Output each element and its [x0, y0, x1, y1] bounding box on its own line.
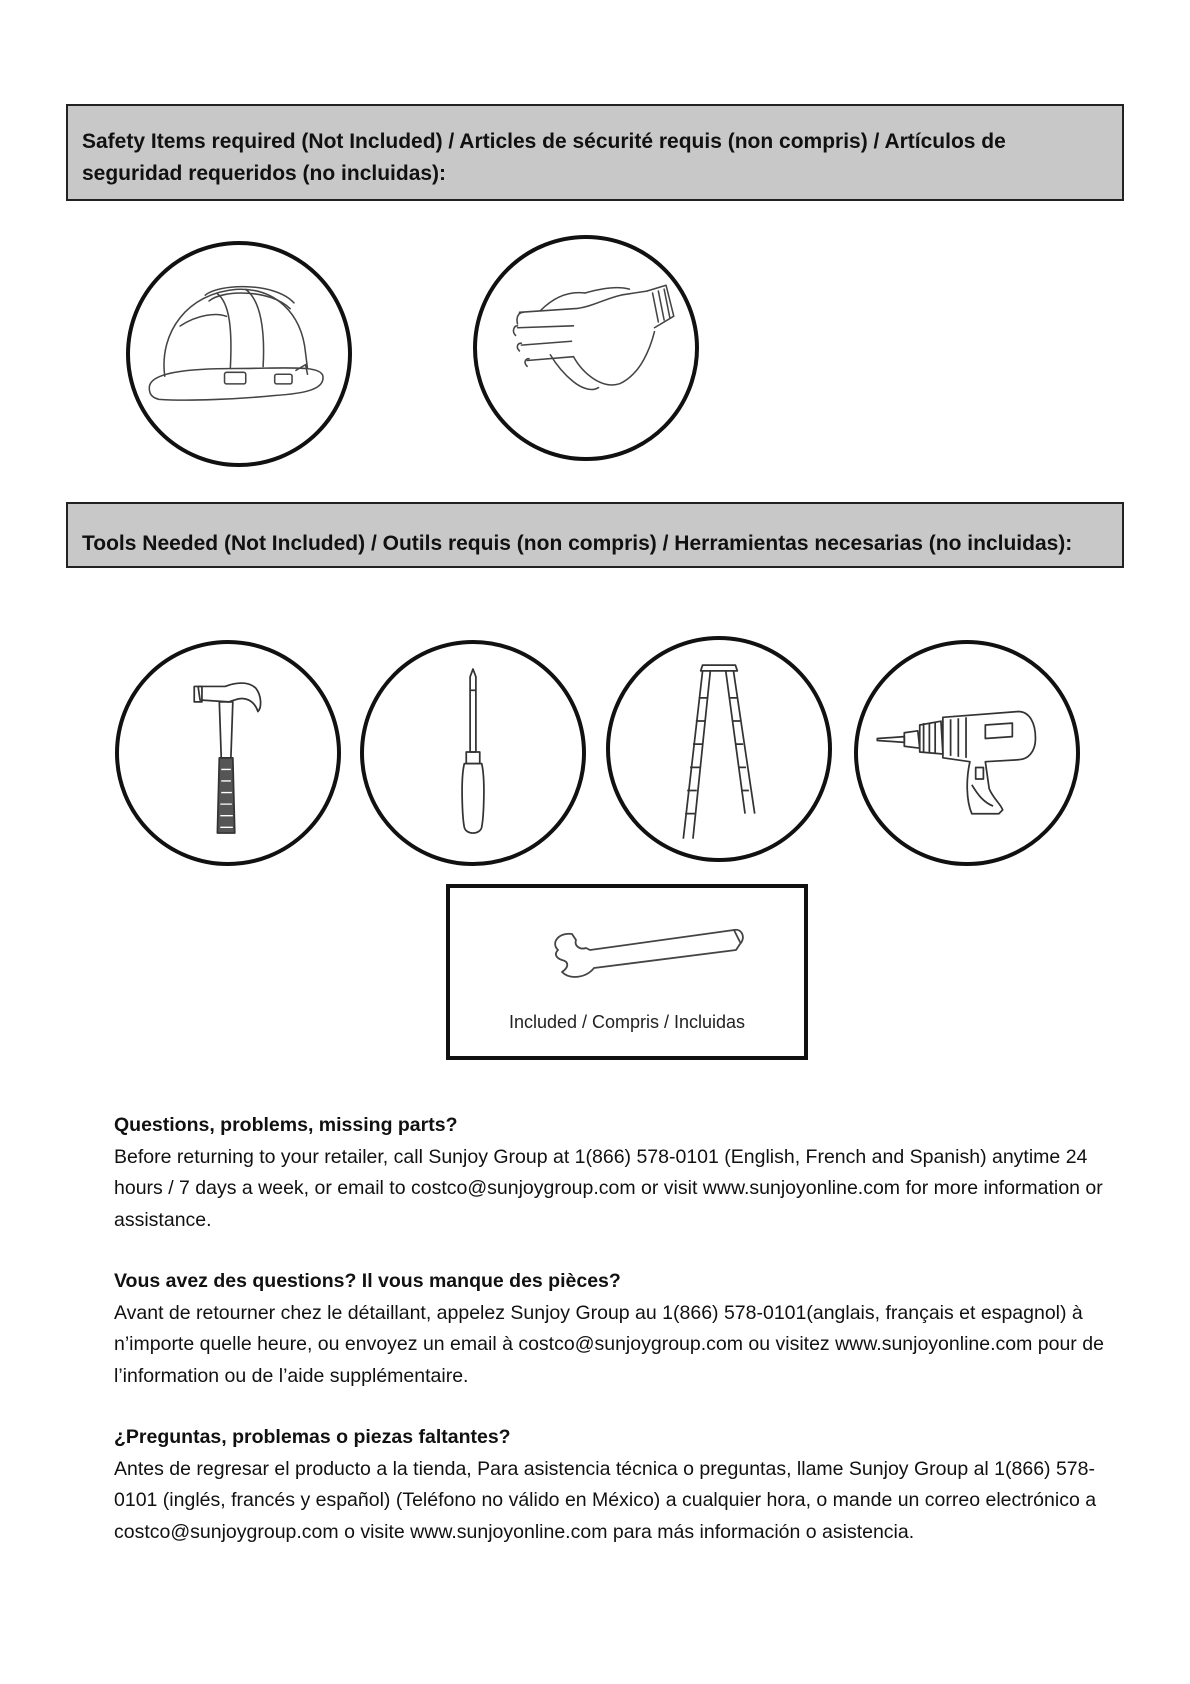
contact-english	[114, 1110, 1114, 1236]
contact-english-title: Questions, problems, missing parts?	[114, 1114, 458, 1136]
tools-needed-heading: Tools Needed (Not Included) / Outils requis (non compris) / Herramientas necesarias (no incluidas):	[66, 502, 1124, 568]
ladder-circle	[606, 636, 832, 862]
hard-hat-circle	[126, 241, 352, 467]
contact-spanish-body: Antes de regresar el producto a la tienda, Para asistencia técnica o preguntas, llame Sunjoy Group al 1(866) 578-0101 (inglés, francés y español) (Teléfono no válido en México) a cualquier hora, o mande un correo electrónico a costco@sunjoygroup.com o visite www.sunjoyonline.com para más información o asistencia.	[114, 1457, 1097, 1543]
contact-french-title: Vous avez des questions? Il vous manque des pièces?	[114, 1270, 621, 1292]
hard-hat-icon	[130, 245, 348, 463]
screwdriver-circle	[360, 640, 586, 866]
hammer-icon	[119, 644, 337, 862]
included-label: Included / Compris / Incluidas	[508, 1012, 746, 1032]
hammer-circle	[115, 640, 341, 866]
drill-icon	[858, 644, 1076, 862]
screwdriver-icon	[364, 644, 582, 862]
gloves-icon	[477, 239, 695, 457]
contact-spanish-title: ¿Preguntas, problemas o piezas faltantes?	[114, 1426, 511, 1448]
contact-french	[114, 1266, 1114, 1392]
contact-spanish	[114, 1422, 1114, 1548]
contact-english-body: Before returning to your retailer, call Sunjoy Group at 1(866) 578-0101 (English, French and Spanish) anytime 24 hours / 7 days a week, or email to costco@sunjoygroup.com or visit www.sunjoyonline.com for more information or assistance.	[114, 1145, 1103, 1231]
drill-circle	[854, 640, 1080, 866]
included-tool-box	[446, 884, 808, 1060]
gloves-circle	[473, 235, 699, 461]
contact-french-body: Avant de retourner chez le détaillant, appelez Sunjoy Group au 1(866) 578-0101(anglais, français et espagnol) à n’importe quelle heure, ou envoyez un email à costco@sunjoygroup.com ou visitez www.sunjoyonline.com pour de l’information ou de l’aide supplémentaire.	[114, 1301, 1104, 1387]
ladder-icon	[610, 640, 828, 858]
safety-items-heading: Safety Items required (Not Included) / Articles de sécurité requis (non compris) / Artículos de seguridad requeridos (no incluidas):	[66, 104, 1124, 201]
